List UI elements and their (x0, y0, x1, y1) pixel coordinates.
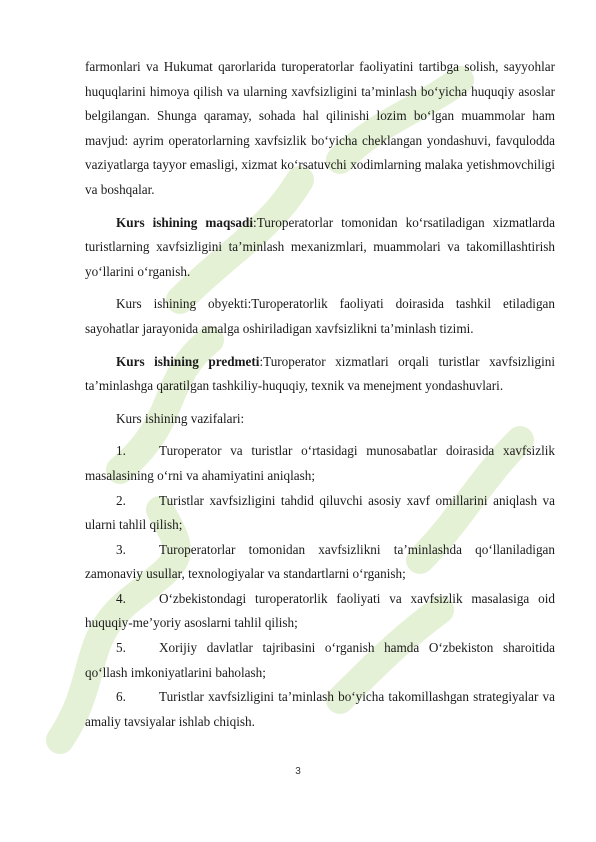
list-text: Turistlar xavfsizligini ta’minlash bo‘yicha takomillashgan strategiyalar va amaliy tavsiyalar ishlab chiqish. (85, 689, 555, 729)
list-number: 5. (116, 640, 126, 656)
subject-text: :Turoperator xizmatlari orqali turistlar xavfsizligini ta’minlashga qaratilgan tashkiliy-huquqiy, texnik va menejment yondashuvlari. (85, 353, 555, 394)
document-body (85, 55, 555, 734)
list-text: Xorijiy davlatlar tajribasini o‘rganish hamda O‘zbekiston sharoitida qo‘llash imkoniyatlarini baholash; (85, 640, 555, 680)
list-text: O‘zbekistondagi turoperatorlik faoliyati va xavfsizlik masalasiga oid huquqiy-me’yoriy asoslarni tahlil qilish; (85, 590, 555, 631)
goal-text: :Turoperatorlar tomonidan ko‘rsatiladigan xizmatlarda turistlarning xavfsizligini ta’minlash mexanizmlari, muammolari va takomillashtirish yo‘llarini o‘rganish. (85, 214, 555, 279)
list-item (85, 587, 555, 636)
subject-paragraph (85, 350, 555, 399)
goal-label: Kurs ishining maqsadi (116, 214, 254, 230)
list-item (85, 636, 555, 685)
list-item (85, 439, 555, 488)
list-text: Turoperatorlar tomonidan xavfsizlikni ta’minlashda qo‘llaniladigan zamonaviy usullar, texnologiyalar va standartlarni o‘rganish; (85, 541, 555, 582)
object-paragraph: Kurs ishining obyekti:Turoperatorlik faoliyati doirasida tashkil etiladigan sayohatlar jarayonida amalga oshiriladigan xavfsizlikni ta’minlash tizimi. (85, 296, 555, 336)
intro-paragraph: farmonlari va Hukumat qarorlarida turoperatorlar faoliyatini tartibga solish, sayyohlar huquqlarini himoya qilish va ularning xavfsizligini ta’minlash bo‘yicha huquqiy asoslar belgilangan. Shunga qaramay, sohada hal qilinishi lozim bo‘lgan muammolar ham mavjud: ayrim operatorlarning xavfsizlik bo‘yicha cheklangan yondashuvi, favqulodda vaziyatlarga tayyor emasligi, xizmat ko‘rsatuvchi xodimlarning malaka yetishmovchiligi va boshqalar. (85, 59, 555, 197)
tasks-heading: Kurs ishining vazifalari: (116, 410, 245, 426)
list-number: 3. (116, 541, 126, 557)
list-number: 4. (116, 590, 126, 606)
list-number: 1. (116, 443, 126, 459)
list-item (85, 489, 555, 538)
list-text: Turistlar xavfsizligini tahdid qiluvchi asosiy xavf omillarini aniqlash va ularni tahlil qilish; (85, 492, 555, 533)
list-number: 6. (116, 689, 126, 705)
list-number: 2. (116, 492, 126, 508)
list-text: Turoperator va turistlar o‘rtasidagi munosabatlar doirasida xavfsizlik masalasining o‘rni va ahamiyatini aniqlash; (85, 443, 555, 483)
goal-paragraph (85, 211, 555, 285)
list-item (85, 685, 555, 734)
page-number: 3 (295, 766, 301, 777)
subject-label: Kurs ishining predmeti (116, 353, 260, 369)
list-item (85, 538, 555, 587)
